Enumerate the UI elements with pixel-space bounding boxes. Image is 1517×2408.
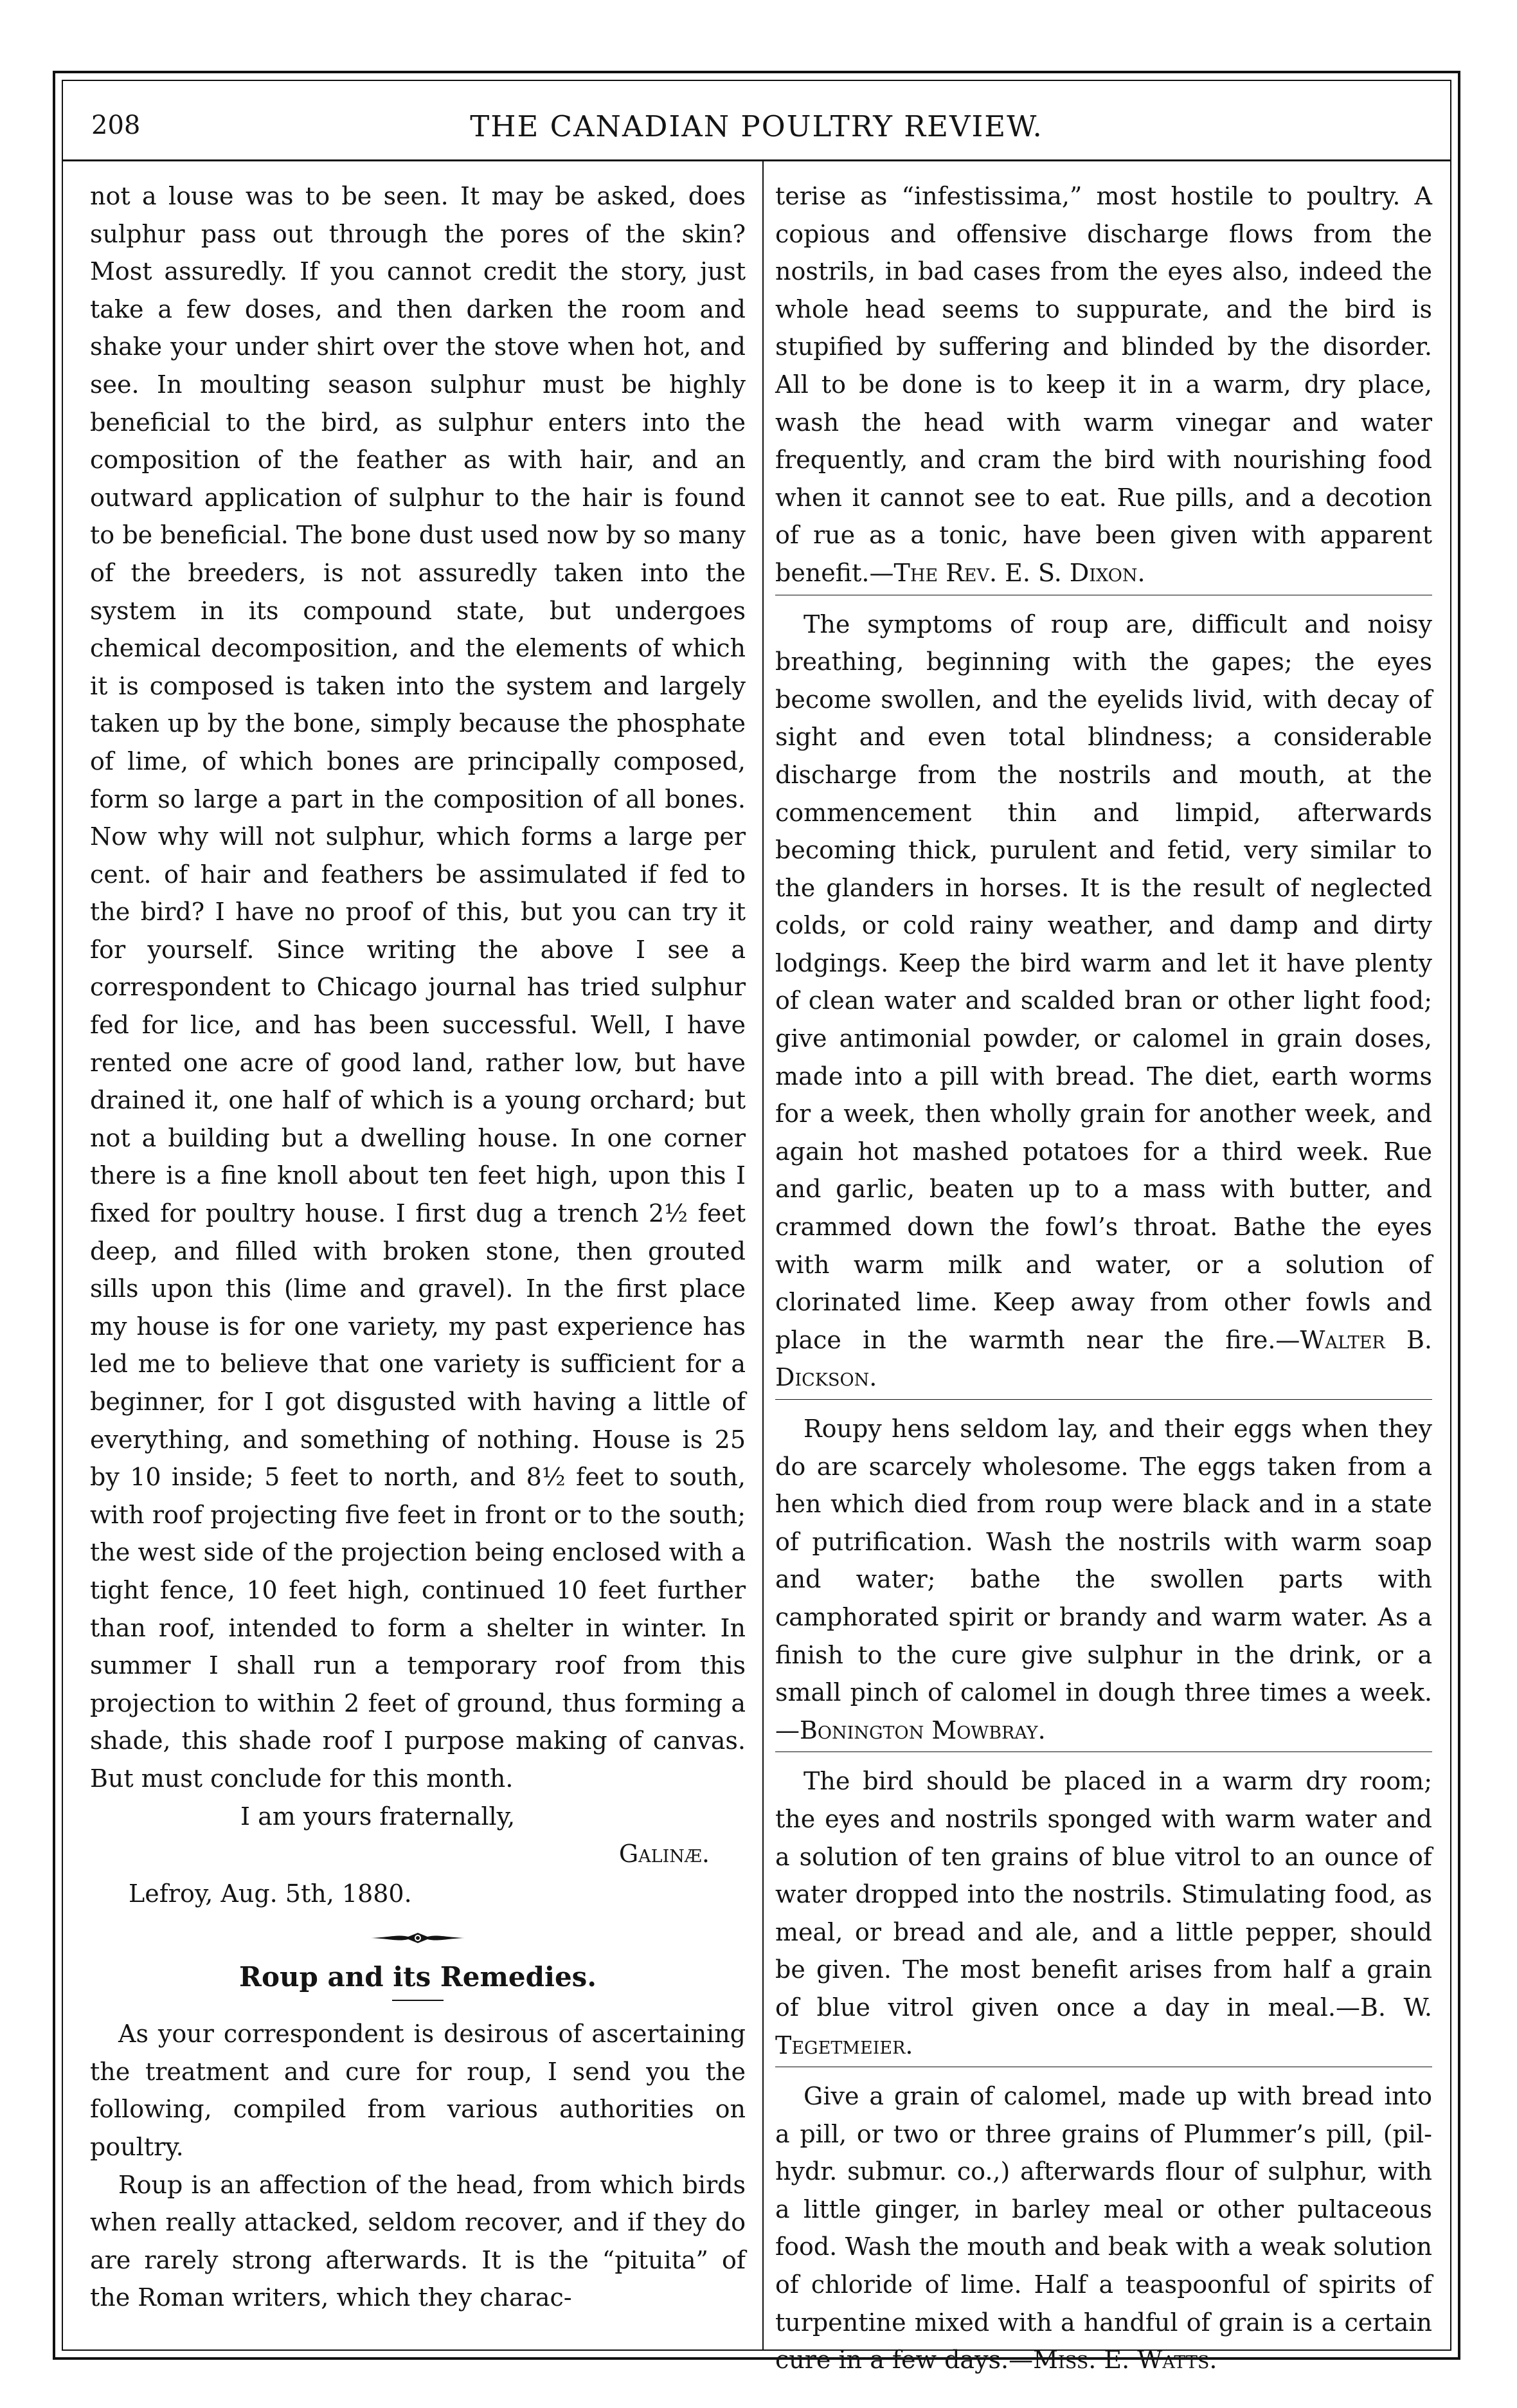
quote-watts	[775, 2078, 1432, 2379]
ornament-icon	[370, 1930, 466, 1946]
quote-mowbray	[775, 1410, 1432, 1749]
column-divider	[762, 161, 764, 2351]
quote-tegetmeier	[775, 1762, 1432, 2064]
dateline: Lefroy, Aug. 5th, 1880.	[129, 1879, 412, 1908]
letter-closing	[90, 1798, 746, 1920]
quote-attribution: B. W. Tegetmeier.	[775, 1993, 1433, 2059]
section-heading: Roup and its Remedies.	[239, 1960, 597, 1993]
article-paragraph: Roup is an affection of the head, from which birds when really attacked, seldom recover, and if they do are rarely strong afterwards. It is the “pituita” of the Roman writers, which they charac-	[90, 2170, 746, 2312]
quote-dixon	[775, 177, 1432, 592]
quote-attribution: Miss. E. Watts.	[1033, 2346, 1217, 2375]
quote-attribution: The Rev. E. S. Dixon.	[893, 558, 1145, 587]
signature: Galinæ.	[618, 1839, 710, 1868]
page-number: 208	[91, 111, 141, 140]
heading-rule	[392, 2000, 444, 2001]
letter-body-paragraph: not a louse was to be seen. It may be asked, does sulphur pass out through the pores of the skin? Most assuredly. If you cannot credit the story, just take a few doses, and then darken the room and shake your under shirt over the stove when hot, and see. In moulting season sulphur must be highly beneficial to the bird, as sulphur enters into the composition of the feather as with hair, and an outward application of sulphur to the hair is found to be beneficial. The bone dust used now by so many of the breeders, is not assuredly taken into the system in its compound state, but undergoes chemical decomposition, and the elements of which it is composed is taken into the system and largely taken up by the bone, simply because the phosphate of lime, of which bones are principally composed, form so large a part in the composition of all bones. Now why will not sulphur, which forms a large per cent. of hair and feathers be assimulated if fed to the bird? I have no proof of this, but you can try it for yourself. Since writing the above I see a correspondent to Chicago journal has tried sulphur fed for lice, and has been successful. Well, I have rented one acre of good land, rather low, but have drained it, one half of which is a young orchard; but not a building but a dwelling house. In one corner there is a fine knoll about ten feet high, upon this I fixed for poultry house. I first dug a trench 2½ feet deep, and filled with broken stone, then grouted sills upon this (lime and gravel). In the first place my house is for one variety, my past experience has led me to believe that one variety is sufficient for a beginner, for I got disgusted with having a little of everything, and something of nothing. House is 25 by 10 inside; 5 feet to north, and 8½ feet to south, with roof projecting five feet in front or to the south; the west side of the projection being enclosed with a tight fence, 10 feet high, continued 10 feet further than roof, intended to form a shelter in winter. In summer I shall run a temporary roof from this projection to within 2 feet of ground, thus forming a shade, this shade roof I purpose making of canvas. But must conclude for this month.	[90, 182, 746, 1793]
quote-text: Give a grain of calomel, made up with bread into a pill, or two or three grains of Plummer’s pill, (pil-hydr. submur. co.,) afterwards flour of sulphur, with a little ginger, in barley meal or other pultaceous food. Wash the mouth and beak with a weak solution of chloride of lime. Half a teaspoonful of spirits of turpentine mixed with a handful of grain is a certain cure in a few days.—	[775, 2082, 1432, 2375]
quote-attribution: Bonington Mowbray.	[800, 1715, 1046, 1744]
quote-text: The bird should be placed in a warm dry room; the eyes and nostrils sponged with warm water and a solution of ten grains of blue vitrol to an ounce of water dropped into the nostrils. Stimulating food, as meal, or bread and ale, and a little pepper, should be given. The most benefit arises from half a grain of blue vitrol given once a day in meal.—	[775, 1767, 1432, 2022]
separator-rule	[775, 2067, 1432, 2072]
ornament-divider	[90, 1920, 746, 1956]
separator-rule	[775, 1752, 1432, 1757]
quote-text: The symptoms of roup are, difficult and noisy breathing, beginning with the gapes; the eyes become swollen, and the eyelids livid, with decay of sight and even total blindness; a considerable discharge from the nostrils and mouth, at the commencement thin and limpid, afterwards becoming thick, purulent and fetid, very similar to the glanders in horses. It is the result of neglected colds, or cold rainy weather, and damp and dirty lodgings. Keep the bird warm and let it have plenty of clean water and scalded bran or other light food; give antimonial powder, or calomel in grain doses, made into a pill with bread. The diet, earth worms for a week, then wholly grain for another week, and again hot mashed potatoes for a third week. Rue and garlic, beaten up to a mass with butter, and crammed down the fowl’s throat. Bathe the eyes with warm milk and water, or a solution of clorinated lime. Keep away from other fowls and place in the warmth near the fire.—	[775, 610, 1432, 1354]
quote-text: Roupy hens seldom lay, and their eggs when they do are scarcely wholesome. The eggs taken from a hen which died from roup were black and in a state of putrification. Wash the nostrils with warm soap and water; bathe the swollen parts with camphorated spirit or brandy and warm water. As a finish to the cure give sulphur in the drink, or a small pinch of calomel in dough three times a week.—	[775, 1415, 1432, 1744]
valediction: I am yours fraternally,	[240, 1802, 516, 1831]
quote-attribution: Walter B. Dickson.	[775, 1325, 1432, 1392]
right-column	[775, 177, 1432, 2379]
quote-text: terise as “infestissima,” most hostile to poultry. A copious and offensive discharge flows from the nostrils, in bad cases from the eyes also, indeed the whole head seems to suppurate, and the bird is stupified by suffering and blinded by the disorder. All to be done is to keep it in a warm, dry place, wash the head with warm vinegar and water frequently, and cram the bird with nourishing food when it cannot see to eat. Rue pills, and a decotion of rue as a tonic, have been given with apparent benefit.—	[775, 182, 1432, 587]
separator-rule	[775, 595, 1432, 601]
running-head: THE CANADIAN POULTRY REVIEW.	[470, 109, 1043, 143]
article-intro-paragraph: As your correspondent is desirous of ascertaining the treatment and cure for roup, I send you the following, compiled from various authorities on poultry.	[90, 2020, 746, 2161]
left-column	[90, 177, 746, 2317]
header-rule	[62, 159, 1451, 161]
quote-dickson	[775, 606, 1432, 1397]
page-header	[62, 80, 1451, 163]
separator-rule	[775, 1399, 1432, 1405]
